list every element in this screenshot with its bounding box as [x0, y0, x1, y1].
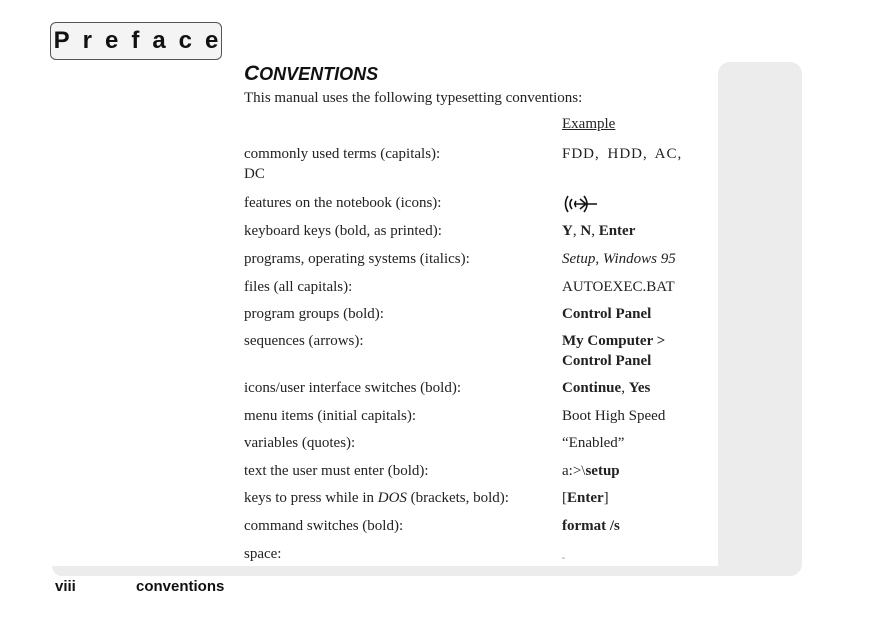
sequence-line-1: My Computer >: [562, 333, 666, 349]
convention-example: “Enabled”: [562, 435, 625, 451]
prompt-text: a:>\: [562, 463, 586, 479]
program-windows: Windows 95: [602, 251, 676, 267]
space-symbol: ˜: [562, 556, 565, 566]
section-title: [244, 62, 706, 86]
convention-label: program groups (bold):: [244, 306, 384, 322]
switch-continue: Continue: [562, 380, 622, 396]
separator: ,: [621, 380, 629, 396]
convention-example: AUTOEXEC.BAT: [562, 279, 675, 295]
convention-label: variables (quotes):: [244, 435, 356, 451]
footer-section-title: conventions: [136, 578, 225, 595]
convention-label: [244, 144, 556, 184]
convention-label: keyboard keys (bold, as printed):: [244, 223, 442, 239]
audio-wave-arrow-icon: [562, 195, 598, 211]
convention-label: features on the notebook (icons):: [244, 195, 442, 211]
key-enter: Enter: [567, 490, 604, 506]
intro-text: This manual uses the following typesetting conventions:: [244, 90, 583, 106]
footer-page-number: viii: [55, 578, 76, 595]
convention-example: [562, 461, 706, 481]
preface-tab: [50, 22, 232, 60]
convention-example: [562, 378, 706, 398]
convention-label: space:: [244, 546, 282, 562]
separator: ,: [595, 251, 603, 267]
key-y: Y: [562, 223, 573, 239]
convention-example: [562, 488, 706, 508]
convention-label: [244, 488, 556, 508]
convention-example: [562, 249, 706, 269]
convention-example: FDD, HDD, AC,: [562, 146, 683, 162]
label-line-1: commonly used terms (capitals):: [244, 146, 441, 162]
convention-example: [562, 544, 706, 571]
convention-example: [562, 331, 706, 371]
sequence-line-2: Control Panel: [562, 353, 652, 369]
convention-label: programs, operating systems (italics):: [244, 251, 470, 267]
title-rest: ONVENTIONS: [259, 64, 379, 84]
bracket-close: ]: [603, 490, 609, 506]
convention-example: [562, 221, 706, 241]
convention-label: command switches (bold):: [244, 518, 404, 534]
convention-example: format /s: [562, 518, 620, 534]
title-initial: C: [244, 62, 260, 85]
command-text: setup: [585, 463, 620, 479]
preface-tab-label: Preface: [53, 27, 232, 54]
switch-yes: Yes: [628, 380, 651, 396]
separator: ,: [572, 223, 581, 239]
convention-example: Boot High Speed: [562, 408, 666, 424]
label-part: (brackets, bold):: [406, 490, 509, 506]
convention-example: [562, 193, 706, 215]
separator: ,: [591, 223, 599, 239]
key-enter: Enter: [598, 223, 636, 239]
convention-label: menu items (initial capitals):: [244, 408, 417, 424]
label-line-2: DC: [244, 166, 265, 182]
convention-label: text the user must enter (bold):: [244, 463, 429, 479]
sidebar-panel: [718, 62, 802, 576]
key-n: N: [580, 223, 592, 239]
example-header: Example: [562, 116, 616, 132]
bracket-open: [: [562, 490, 567, 506]
conventions-section: [244, 62, 706, 566]
label-part: keys to press while in: [244, 490, 378, 506]
convention-example: Control Panel: [562, 306, 652, 322]
label-dos: DOS: [377, 490, 407, 506]
convention-label: sequences (arrows):: [244, 333, 364, 349]
convention-label: files (all capitals):: [244, 279, 353, 295]
convention-label: icons/user interface switches (bold):: [244, 380, 462, 396]
program-setup: Setup: [562, 251, 596, 267]
